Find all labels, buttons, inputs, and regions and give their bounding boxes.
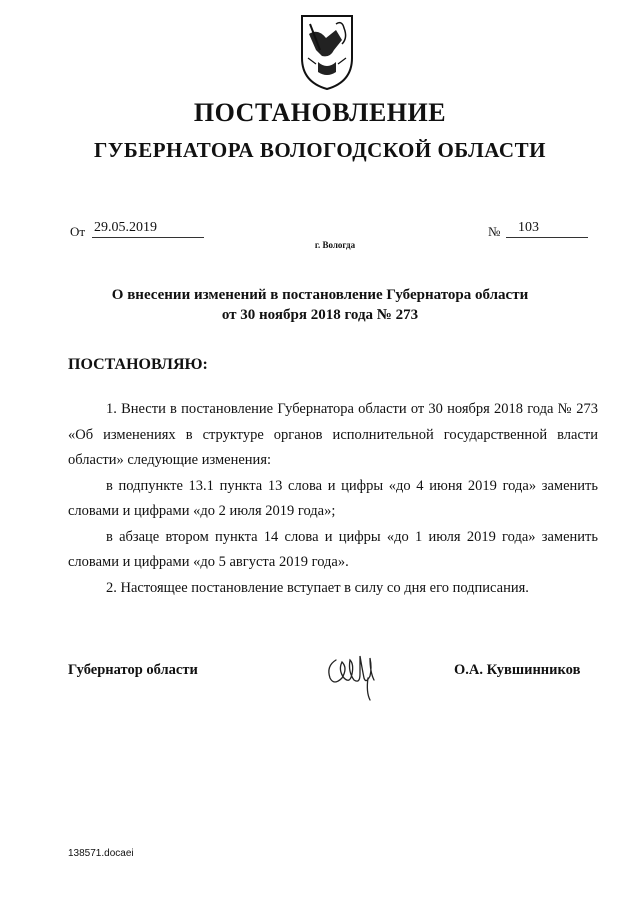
number-prefix: № <box>488 224 501 239</box>
body-paragraph-1: 1. Внести в постановление Губернатора области от 30 ноября 2018 года № 273 «Об изменениях в структуре органов исполнительной государственной власти области» следующие изменения: <box>68 401 598 468</box>
document-body <box>68 397 598 601</box>
document-title: ПОСТАНОВЛЕНИЕ <box>193 98 447 127</box>
subject-line-2: от 30 ноября 2018 года № 273 <box>221 307 419 323</box>
date-field <box>92 220 204 238</box>
file-reference: 138571.docaei <box>68 848 134 859</box>
document-subtitle: ГУБЕРНАТОРА ВОЛОГОДСКОЙ ОБЛАСТИ <box>94 138 546 162</box>
date-prefix: От <box>70 224 86 239</box>
decree-heading: ПОСТАНОВЛЯЮ: <box>68 356 208 373</box>
city-label: г. Вологда <box>314 240 356 250</box>
signatory-title: Губернатор области <box>68 662 198 678</box>
document-subject <box>0 285 640 325</box>
body-paragraph-4: 2. Настоящее постановление вступает в силу со дня его подписания. <box>106 579 529 596</box>
handwritten-signature <box>322 648 382 703</box>
signatory-name: О.А. Кувшинников <box>454 662 581 678</box>
date-value: 29.05.2019 <box>94 220 157 235</box>
number-value: 103 <box>518 220 539 235</box>
coat-of-arms-emblem <box>296 10 358 92</box>
number-field <box>506 220 588 238</box>
subject-line-1: О внесении изменений в постановление Губернатора области <box>111 287 529 303</box>
body-paragraph-2: в подпункте 13.1 пункта 13 слова и цифры «до 4 июня 2019 года» заменить словами и цифрами «до 2 июля 2019 года»; <box>68 477 598 519</box>
body-paragraph-3: в абзаце втором пункта 14 слова и цифры «до 1 июля 2019 года» заменить словами и цифрами «до 5 августа 2019 года». <box>68 528 598 570</box>
